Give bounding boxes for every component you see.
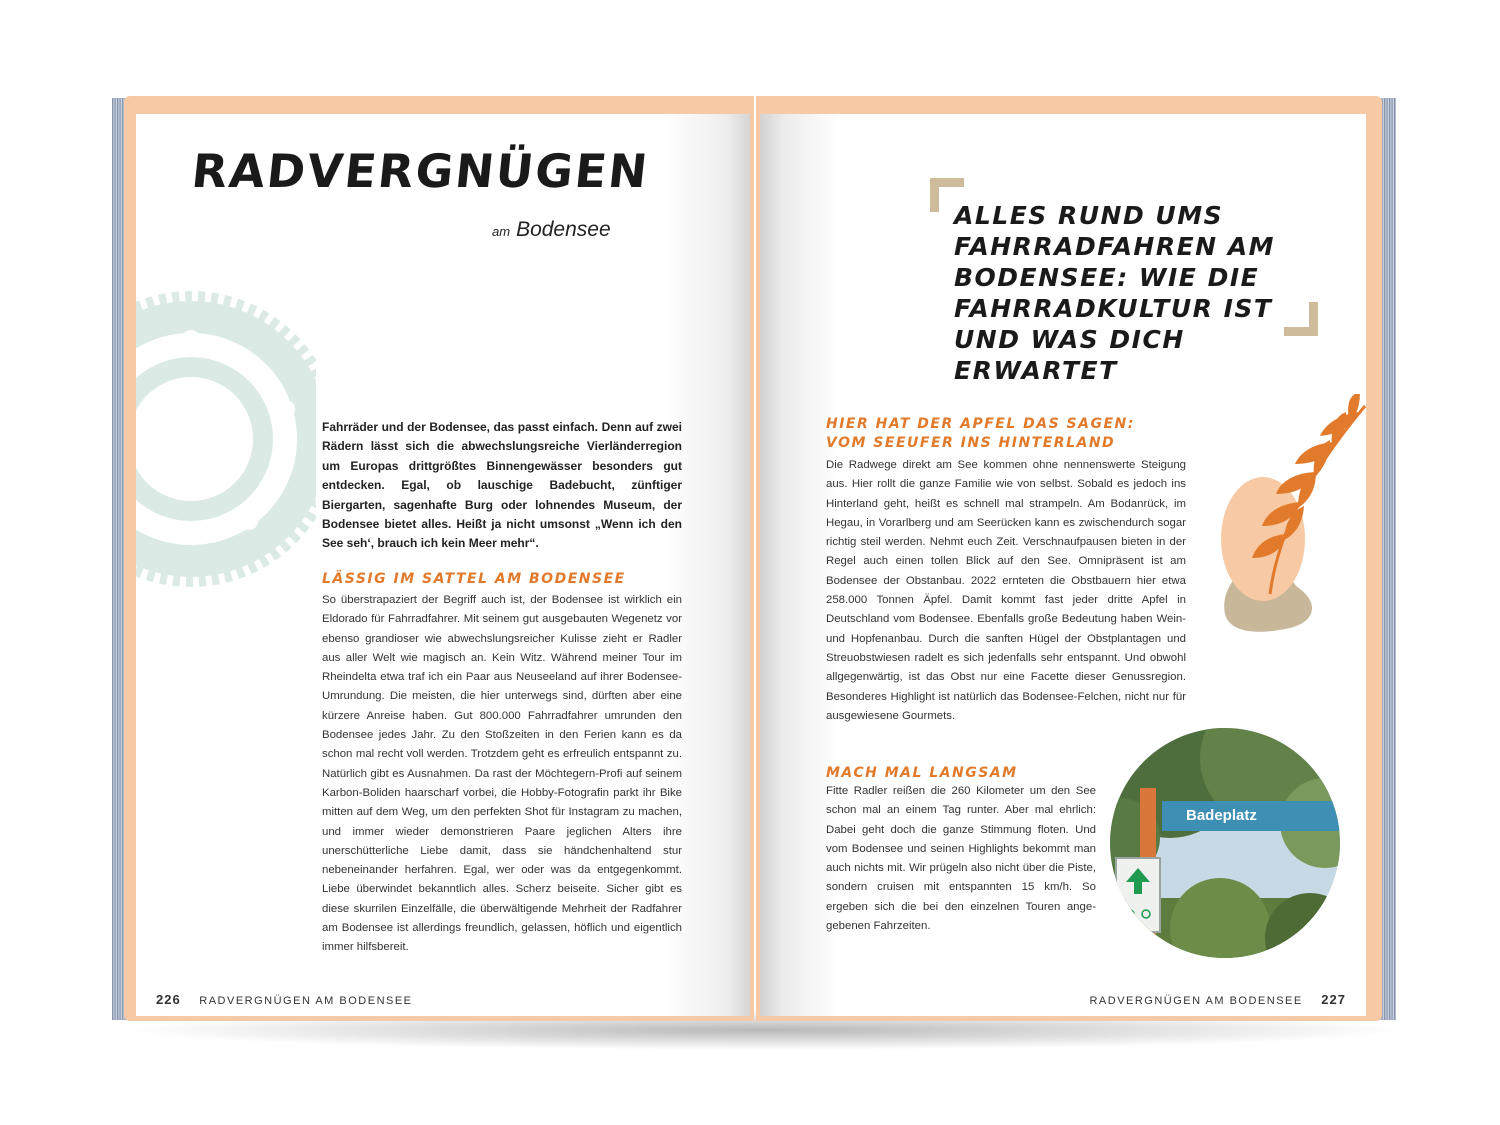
page-title: RADVERGNÜGEN <box>189 144 652 198</box>
subtitle-prefix: am <box>492 224 511 239</box>
page-number-right: 227 <box>1321 992 1346 1007</box>
running-head-right: RADVERGNÜGEN AM BODENSEE <box>1089 995 1303 1007</box>
page-subtitle <box>492 218 611 242</box>
photo-scene <box>1110 728 1340 958</box>
footer-right <box>1089 992 1346 1007</box>
footer-left <box>156 992 413 1007</box>
section-heading-apple-line1: HIER HAT DER APFEL DAS SAGEN: <box>826 416 1135 432</box>
bracket-icon <box>1284 302 1318 336</box>
section-heading-saddle: LÄSSIG IM SATTEL AM BODENSEE <box>322 571 626 587</box>
pull-quote: ALLES RUND UMS FAHRRADFAHREN AM BODENSEE: WIE DIE FAHRRADKULTUR IST UND WAS DICH ERWARTET <box>954 201 1276 385</box>
right-page <box>760 114 1366 1016</box>
photo-badeplatz-sign <box>1110 728 1340 958</box>
section-heading-slow: MACH MAL LANGSAM <box>826 765 1018 781</box>
running-head-left: RADVERGNÜGEN AM BODENSEE <box>199 995 413 1007</box>
section-body-saddle: So überstrapaziert der Begriff auch ist, der Bodensee ist wirklich ein Eldorado für Fahrradfahrer. Mit seinem gut ausgebauten Wegenetz vor ebenso grandioser wie abwechslungsreicher Kulisse zieht er Radler aus aller Welt wie magisch an. Kein Witz. Während meiner Tour im Rheindelta etwa traf ich ein Paar aus Neuseeland auf ihrer Bodensee-Umrundung. Die meisten, die hier unterwegs sind, dürften aber eine kürzere Anreise haben. Gut 800.000 Fahrradfahrer umrunden den Bodensee jedes Jahr. Zu den Stoßzeiten in den Ferien kann es da schon mal recht voll werden. Trotzdem geht es erfreulich entspannt zu. Natürlich gibt es Ausnahmen. Da rast der Möchtegern-Profi auf seinem Karbon-Boliden haarscharf vorbei, die Hobby-Fotografin parkt ihr Bike mitten auf dem Weg, um den perfekten Shot für Instagram zu machen, und immer wieder demonstrieren Paare jeglichen Alters ihre unerschütterliche Liebe damit, dass sie händchenhaltend stur nebeneinander herfahren. Egal, wer oder was da entgegenkommt. Liebe überwindet bekanntlich alles. Scherz beiseite. Sicher gibt es diese skurrilen Einzelfälle, die überwältigende Mehrheit der Radfahrer am Bodensee ist allerdings freundlich, gelassen, höflich und eigentlich immer hilfsbereit. <box>322 594 682 954</box>
subtitle-text: Bodensee <box>516 218 611 241</box>
left-page <box>136 114 750 1016</box>
badeplatz-sign: Badeplatz <box>1162 801 1340 831</box>
section-body-slow: Fitte Radler reißen die 260 Kilometer um den See schon mal an einem Tag runter. Aber mal ehrlich: Dabei geht doch die ganze Stimmung floten. Und vom Bodensee und seinen Highlights bekommt man auch nichts mit. Wir prügeln also nicht über die Piste, sondern cruisen mit entspannten 15 km/h. So ergeben sich die bei den einzelnen Touren angegebenen Fahrzeiten. <box>826 785 1096 933</box>
section-heading-apple-line2: VOM SEEUFER INS HINTERLAND <box>826 435 1116 451</box>
section-body-apple: Die Radwege direkt am See kommen ohne nennenswerte Steigung aus. Hier rollt die ganze Familie wie von selbst. Sobald es jedoch ins Hinterland geht, heißt es schnell mal strampeln. Am Bodanrück, im Hegau, in Vorarlberg und am Seerücken kann es zwischendurch sogar richtig steil werden. Nehmt euch Zeit. Verschnaufpausen bieten in der Regel auch einen tollen Blick auf den See. Omnipräsent ist am Bodensee der Obstanbau. 2022 ernteten die Obstbauern hier etwa 258.000 Tonnen Äpfel. Damit kommt fast jeder dritte Apfel in Deutschland vom Bodensee. Ebenfalls große Bedeutung haben Wein- und Hopfenanbau. Durch die sanften Hügel der Obstplantagen und Streuobstwiesen radelt es sich jedenfalls sehr entspannt. Und obwohl allgegenwärtig, ist das Obst nur eine Facette dieser Genussregion. Besonderes Highlight ist natürlich das Bodensee-Felchen, nicht nur für ausgewiesene Gourmets. <box>826 459 1186 722</box>
chainring-icon <box>136 274 316 604</box>
page-number-left: 226 <box>156 992 181 1007</box>
intro-paragraph: Fahrräder und der Bodensee, das passt einfach. Denn auf zwei Rädern lässt sich die abwechslungsreiche Vierländerregion um Europas drittgrößtes Binnengewässer besonders gut entdecken. Egal, ob lauschige Badebucht, zünftiger Biergarten, sagenhafte Burg oder lohnendes Museum, der Bodensee bietet alles. Heißt ja nicht umsonst „Wenn ich den See seh‘, brauch ich kein Meer mehr“. <box>322 420 682 551</box>
leaf-branch-icon <box>1200 394 1366 664</box>
